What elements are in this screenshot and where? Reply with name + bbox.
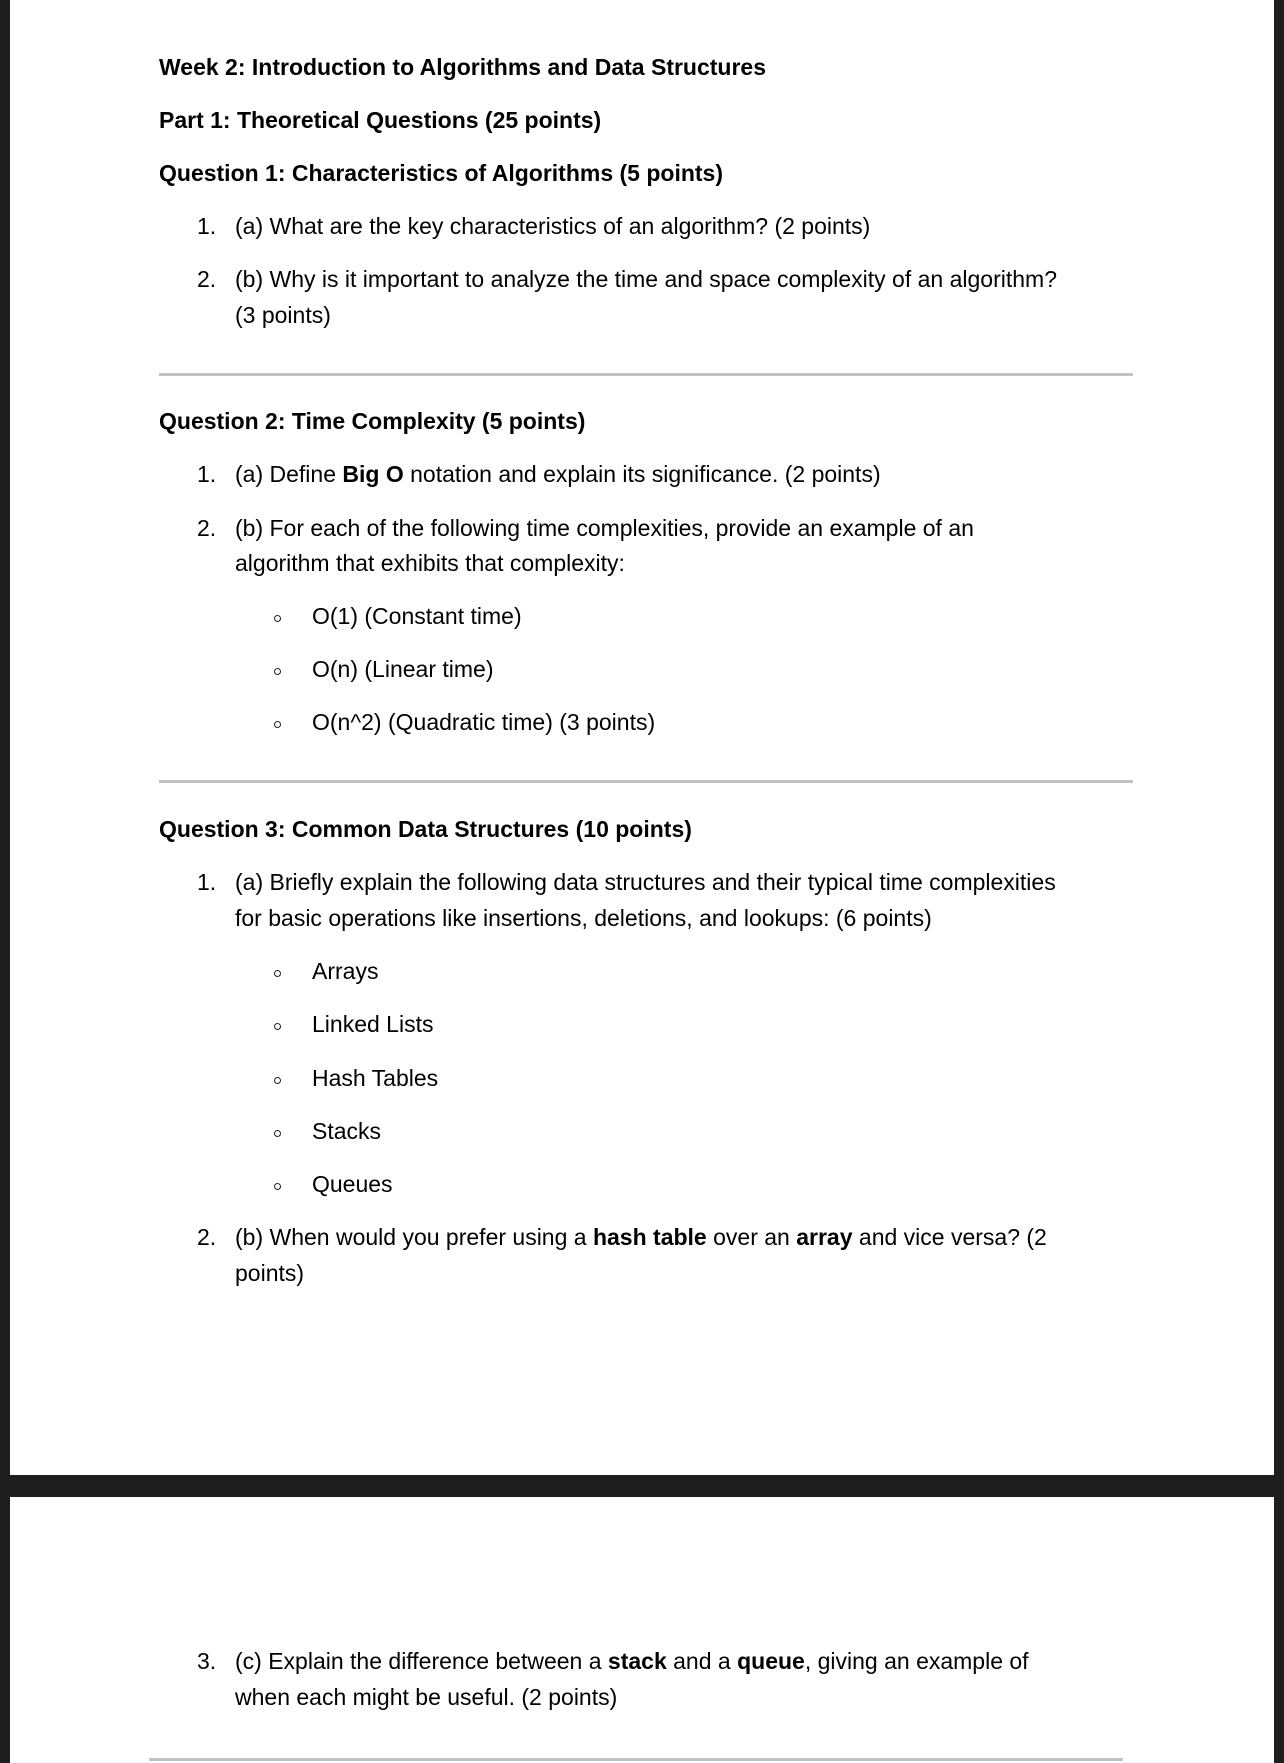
document-page-1 xyxy=(10,0,1274,1475)
q3-item-2-number: 2. xyxy=(197,1224,217,1250)
bullet-icon xyxy=(274,1183,281,1190)
q3-item-1-text-cont: for basic operations like insertions, deletions, and lookups: (6 points) xyxy=(235,905,932,931)
q3-bullet-stacks: Stacks xyxy=(312,1118,382,1144)
divider xyxy=(149,1758,1123,1761)
bullet-icon xyxy=(274,1130,281,1137)
bullet-icon xyxy=(274,668,281,675)
document-page-2 xyxy=(10,1497,1274,1763)
q3-bullet-queues: Queues xyxy=(312,1171,393,1197)
week-title: Week 2: Introduction to Algorithms and Data Structures xyxy=(159,54,767,80)
big-o-term: Big O xyxy=(342,461,404,487)
q1-item-2-number: 2. xyxy=(197,266,217,292)
q2-title: Question 2: Time Complexity (5 points) xyxy=(159,408,586,434)
q3-item-1-text: (a) Briefly explain the following data structures and their typical time complexities xyxy=(235,869,1056,895)
q3-bullet-linked-lists: Linked Lists xyxy=(312,1011,434,1037)
q1-item-1-number: 1. xyxy=(197,213,217,239)
q1-item-2-text: (b) Why is it important to analyze the time and space complexity of an algorithm? xyxy=(235,266,1057,292)
q3-item-1-number: 1. xyxy=(197,869,217,895)
bullet-icon xyxy=(274,721,281,728)
hash-table-term: hash table xyxy=(592,1224,707,1250)
q3-item-3-number: 3. xyxy=(197,1648,217,1674)
part-title: Part 1: Theoretical Questions (25 points) xyxy=(159,107,602,133)
divider xyxy=(159,373,1133,376)
q3-title: Question 3: Common Data Structures (10 points) xyxy=(159,816,692,842)
q2-bullet-linear: O(n) (Linear time) xyxy=(312,656,494,682)
bullet-icon xyxy=(274,1023,281,1030)
q3-bullet-hash-tables: Hash Tables xyxy=(312,1065,439,1091)
q2-item-1-number: 1. xyxy=(197,461,217,487)
q3-item-2-text-cont: points) xyxy=(235,1260,305,1286)
queue-term: queue xyxy=(737,1648,805,1674)
q3-item-3-text-cont: when each might be useful. (2 points) xyxy=(235,1684,618,1710)
q2-bullet-quadratic: O(n^2) (Quadratic time) (3 points) xyxy=(312,709,656,735)
bullet-icon xyxy=(274,1077,281,1084)
bullet-icon xyxy=(274,615,281,622)
q1-item-2-text-cont: (3 points) xyxy=(235,302,331,328)
q2-item-2-text: (b) For each of the following time complexities, provide an example of an xyxy=(235,515,974,541)
q2-item-1-text: (a) Define Big O notation and explain its significance. (2 points) xyxy=(235,461,881,487)
q1-item-1-text: (a) What are the key characteristics of an algorithm? (2 points) xyxy=(235,213,871,239)
q1-title: Question 1: Characteristics of Algorithms (5 points) xyxy=(159,160,724,186)
stack-term: stack xyxy=(607,1648,667,1674)
q2-bullet-constant: O(1) (Constant time) xyxy=(312,603,522,629)
q2-item-2-text-cont: algorithm that exhibits that complexity: xyxy=(235,550,625,576)
q3-item-3-text: (c) Explain the difference between a stack and a queue, giving an example of xyxy=(235,1648,1029,1674)
bullet-icon xyxy=(274,970,281,977)
q2-item-2-number: 2. xyxy=(197,515,217,541)
q3-item-2-text: (b) When would you prefer using a hash table over an array and vice versa? (2 xyxy=(235,1224,1047,1250)
divider xyxy=(159,780,1133,783)
array-term: array xyxy=(796,1224,853,1250)
q3-bullet-arrays: Arrays xyxy=(312,958,379,984)
